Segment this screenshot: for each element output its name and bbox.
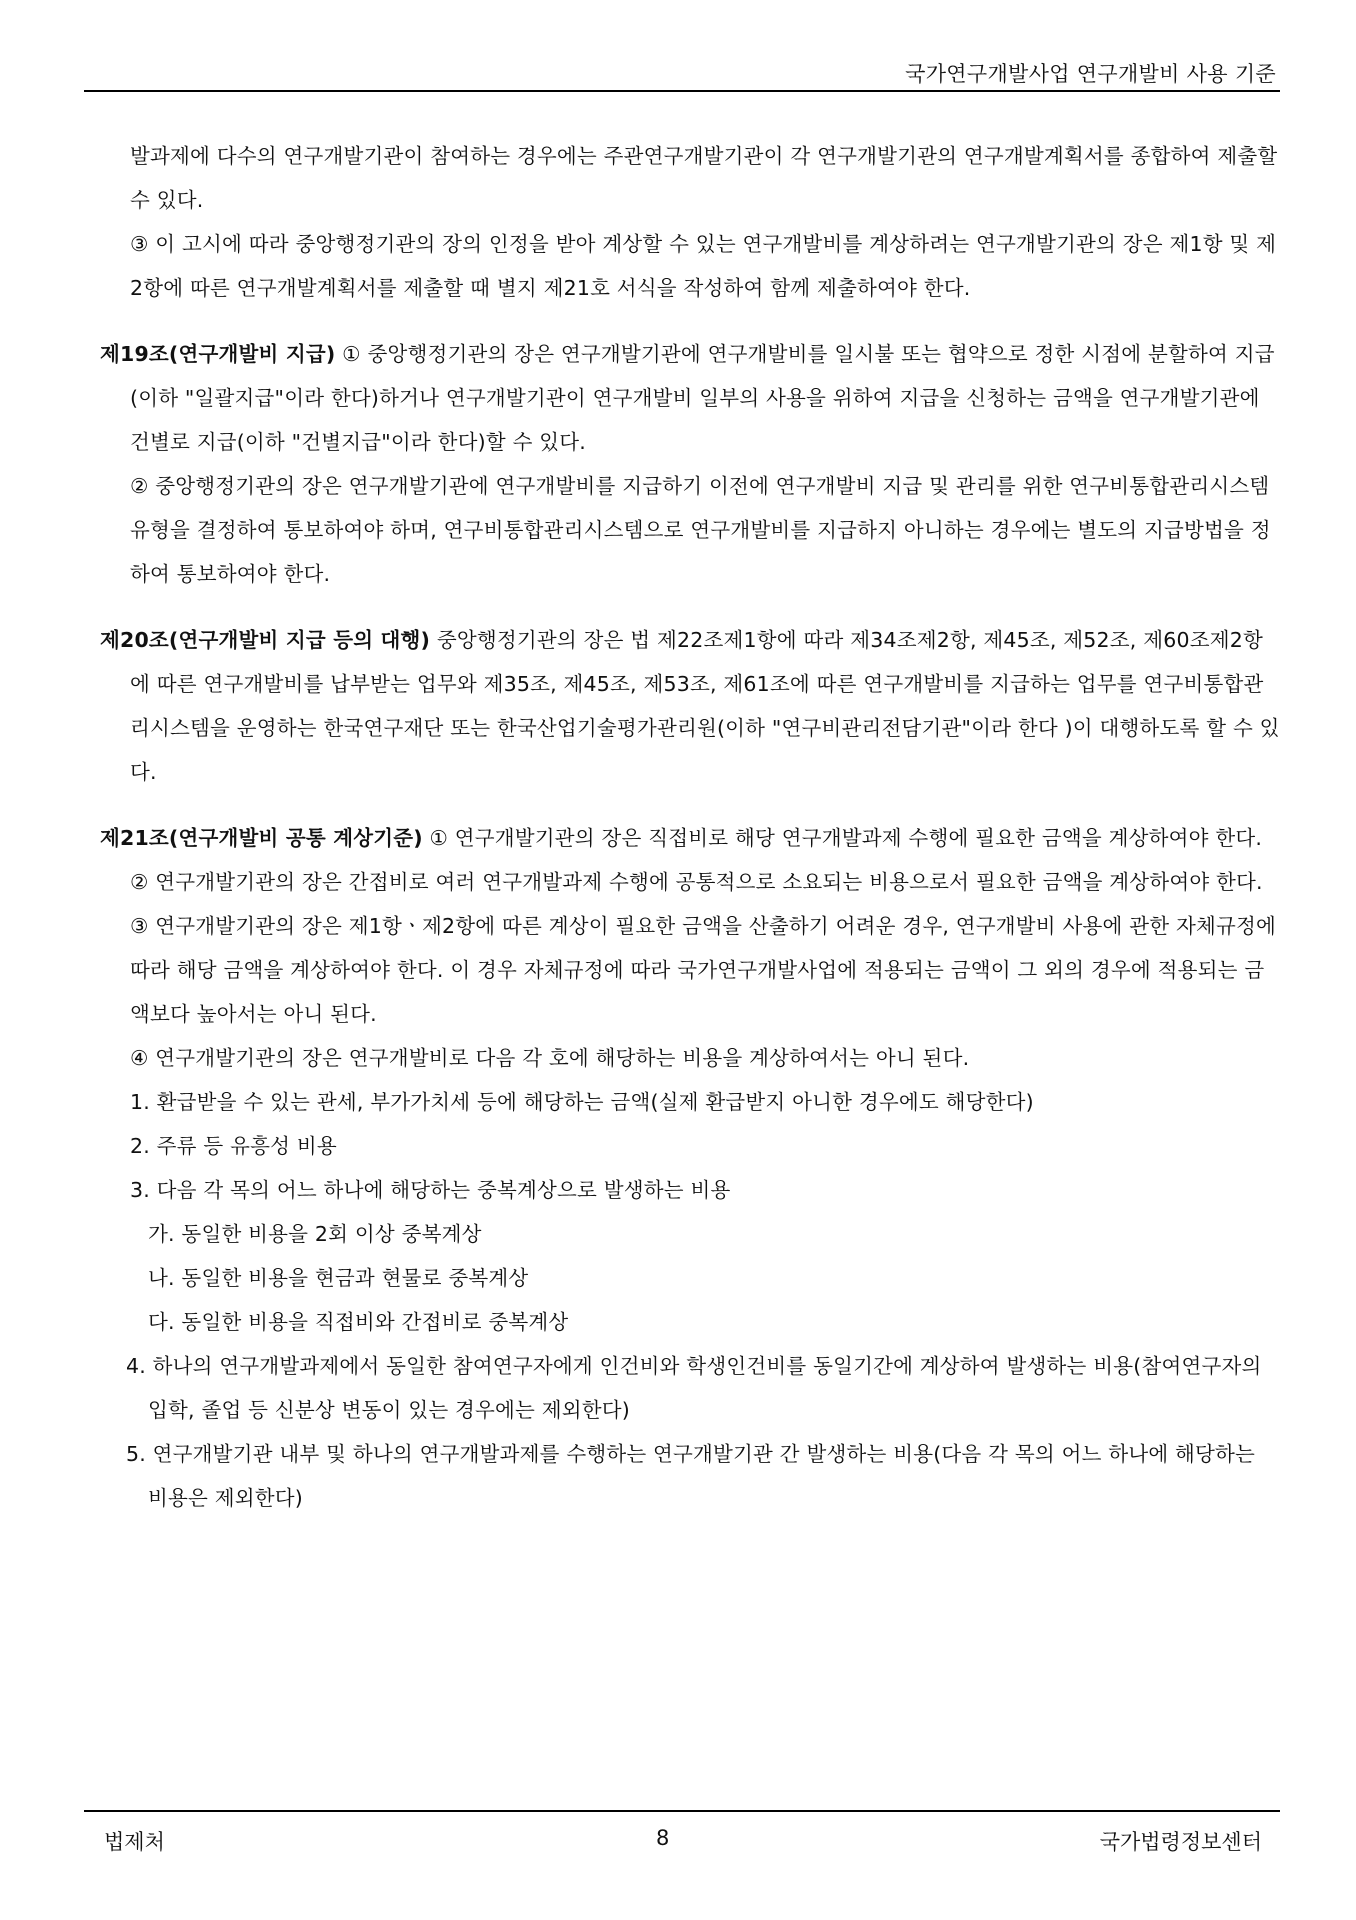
- article-title: 제20조(연구개발비 지급 등의 대행): [100, 628, 431, 652]
- article-lead-text: 중앙행정기관의 장은 법 제22조제1항에 따라 제34조제2항, 제45조, 제52조, 제60조제2항에 따른 연구개발비를 납부받는 업무와 제35조, 제45조, 제53조, 제61조에 따른 연구개발비를 지급하는 업무를 연구비통합관리시스템을 운영하는 한국연구재단 또는 한국산업기술평가관리원(이하 "연구비관리전담기관"이라 한다 )이 대행하도록 할 수 있다.: [130, 628, 1280, 784]
- sub-list-item: 나. 동일한 비용을 현금과 현물로 중복계상: [148, 1266, 529, 1290]
- article-lead: [100, 618, 1280, 794]
- article-title: 제21조(연구개발비 공통 계상기준): [100, 826, 423, 850]
- list-item: 2. 주류 등 유흥성 비용: [130, 1134, 337, 1158]
- article-lead: [100, 816, 1280, 860]
- article-paragraph: ④ 연구개발기관의 장은 연구개발비로 다음 각 호에 해당하는 비용을 계상하여서는 아니 된다.: [130, 1046, 970, 1070]
- article-lead-text: ① 연구개발기관의 장은 직접비로 해당 연구개발과제 수행에 필요한 금액을 계상하여야 한다.: [422, 826, 1263, 850]
- continuation-paragraph: ③ 이 고시에 따라 중앙행정기관의 장의 인정을 받아 계상할 수 있는 연구개발비를 계상하려는 연구개발기관의 장은 제1항 및 제2항에 따른 연구개발계획서를 제출할 때 별지 제21호 서식을 작성하여 함께 제출하여야 한다.: [130, 232, 1277, 300]
- article-21: [100, 816, 1280, 1520]
- sub-list-item: 가. 동일한 비용을 2회 이상 중복계상: [148, 1222, 482, 1246]
- list-item: 1. 환급받을 수 있는 관세, 부가가치세 등에 해당하는 금액(실제 환급받지 아니한 경우에도 해당한다): [130, 1090, 1034, 1114]
- sub-list-item: 다. 동일한 비용을 직접비와 간접비로 중복계상: [148, 1310, 569, 1334]
- list-item: 4. 하나의 연구개발과제에서 동일한 참여연구자에게 인건비와 학생인건비를 동일기간에 계상하여 발생하는 비용(참여연구자의 입학, 졸업 등 신분상 변동이 있는 경우에는 제외한다): [126, 1354, 1262, 1422]
- footer-source: 법제처: [104, 1830, 165, 1854]
- header-title: 국가연구개발사업 연구개발비 사용 기준: [905, 62, 1276, 86]
- article-title: 제19조(연구개발비 지급): [100, 342, 336, 366]
- page-header: [84, 52, 1280, 92]
- article-19: [100, 332, 1280, 596]
- list-item: 3. 다음 각 목의 어느 하나에 해당하는 중복계상으로 발생하는 비용: [130, 1178, 731, 1202]
- article-paragraph: ② 중앙행정기관의 장은 연구개발기관에 연구개발비를 지급하기 이전에 연구개발비 지급 및 관리를 위한 연구비통합관리시스템 유형을 결정하여 통보하여야 하며, 연구비통합관리시스템으로 연구개발비를 지급하지 아니하는 경우에는 별도의 지급방법을 정하여 통보하여야 한다.: [130, 474, 1271, 586]
- footer-divider: [84, 1810, 1280, 1812]
- article-paragraph: ③ 연구개발기관의 장은 제1항ㆍ제2항에 따른 계상이 필요한 금액을 산출하기 어려운 경우, 연구개발비 사용에 관한 자체규정에 따라 해당 금액을 계상하여야 한다. 이 경우 자체규정에 따라 국가연구개발사업에 적용되는 금액이 그 외의 경우에 적용되는 금액보다 높아서는 아니 된다.: [130, 914, 1276, 1026]
- page-number: 8: [656, 1826, 670, 1850]
- footer-publisher: 국가법령정보센터: [1099, 1830, 1262, 1854]
- article-lead-text: ① 중앙행정기관의 장은 연구개발기관에 연구개발비를 일시불 또는 협약으로 정한 시점에 분할하여 지급(이하 "일괄지급"이라 한다)하거나 연구개발기관이 연구개발비 일부의 사용을 위하여 지급을 신청하는 금액을 연구개발기관에 건별로 지급(이하 "건별지급"이라 한다)할 수 있다.: [130, 342, 1275, 454]
- continuation-paragraph: 발과제에 다수의 연구개발기관이 참여하는 경우에는 주관연구개발기관이 각 연구개발기관의 연구개발계획서를 종합하여 제출할 수 있다.: [130, 144, 1278, 212]
- article-lead: [100, 332, 1280, 464]
- article-paragraph: ② 연구개발기관의 장은 간접비로 여러 연구개발과제 수행에 공통적으로 소요되는 비용으로서 필요한 금액을 계상하여야 한다.: [130, 870, 1263, 894]
- document-body: [100, 134, 1280, 1520]
- list-item: 5. 연구개발기관 내부 및 하나의 연구개발과제를 수행하는 연구개발기관 간 발생하는 비용(다음 각 목의 어느 하나에 해당하는 비용은 제외한다): [126, 1442, 1256, 1510]
- article-20: [100, 618, 1280, 794]
